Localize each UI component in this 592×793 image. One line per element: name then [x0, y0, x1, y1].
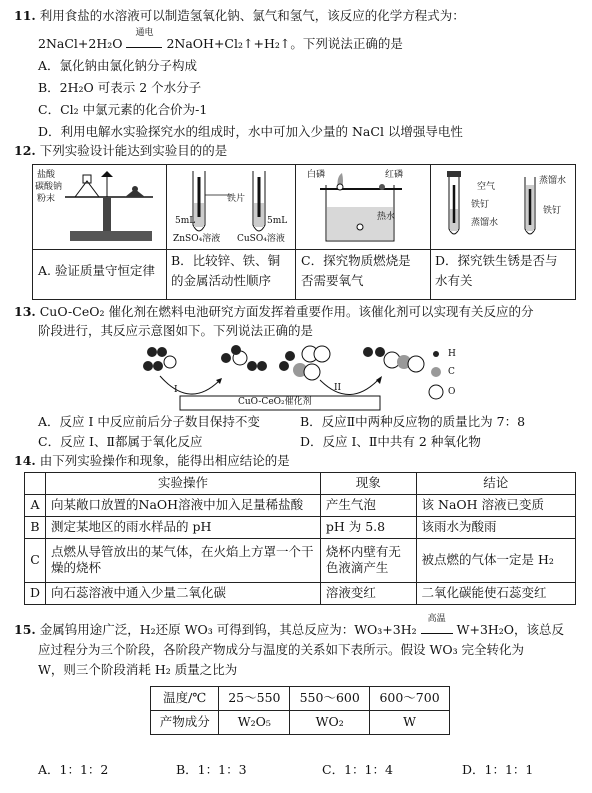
q13-step2-label: II: [334, 383, 342, 393]
q14-row-c-phenomenon: 烧杯内壁有无色液滴产生: [320, 538, 416, 582]
q12-stem: [14, 143, 227, 160]
q12-fig-b-metal: 铁片: [227, 194, 246, 204]
q12-fig-c-red-phosphorus: 红磷: [385, 170, 404, 180]
q14-header-row: [25, 473, 576, 495]
q15-table: [150, 686, 450, 735]
q12-caption-c-line2: 否需要氧气: [301, 273, 364, 288]
q15-product1: W₂O₅: [219, 711, 290, 735]
q11-eq-line: [126, 47, 162, 48]
q12-caption-d-line1: D．探究铁生锈是否与: [435, 253, 558, 268]
q15-option-d: D．1：1：1: [462, 762, 534, 777]
q11-eq-condition: 通电: [135, 28, 154, 38]
q11-eq-tail: 。下列说法正确的是: [290, 36, 403, 51]
q14-row-a-phenomenon: 产生气泡: [320, 494, 416, 516]
q11-stem: [14, 8, 465, 25]
q11-eq-left: 2NaCl+2H₂O: [38, 36, 123, 51]
q12-fig-d-nail2: 铁钉: [543, 206, 562, 216]
q13-stem-line2: 阶段进行，其反应示意图如下。下列说法正确的是: [38, 323, 314, 338]
q15-header-range3: 600～700: [370, 687, 450, 711]
q13-step1-label: I: [174, 385, 178, 395]
q15-product2: WO₂: [290, 711, 370, 735]
q13-catalyst-label: CuO-CeO₂催化剂: [238, 397, 312, 407]
q11-option-c: C．Cl₂ 中氯元素的化合价为-1: [38, 102, 208, 117]
q12-caption-d-line2: 水有关: [435, 273, 473, 288]
q12-caption-b-line1: B．比较锌、铁、铜: [171, 253, 281, 268]
q11-equation: [38, 28, 403, 53]
q15-number: 15.: [14, 622, 36, 637]
q12-number: 12.: [14, 143, 36, 158]
q11-stem-text: 利用食盐的水溶液可以制造氢氧化钠、氯气和氢气，该反应的化学方程式为：: [39, 8, 465, 23]
q15-eq-condition: 高温: [427, 614, 446, 624]
q12-fig-b-solution1: ZnSO₄溶液: [173, 234, 221, 244]
q14-header-phenomenon: 现象: [320, 473, 416, 495]
q13-stem-text1: CuO-CeO₂ 催化剂在燃料电池研究方面发挥着重要作用。该催化剂可以实现有关反应的分: [39, 304, 534, 319]
q15-row-label: 产物成分: [151, 711, 219, 735]
q12-fig-c-white-phosphorus: 白磷: [307, 170, 326, 180]
q12-caption-c-line1: C．探究物质燃烧是: [301, 253, 411, 268]
q13-legend-c: C: [448, 367, 455, 377]
q13-number: 13.: [14, 304, 36, 319]
q11-option-b: B．2H₂O 可表示 2 个水分子: [38, 80, 202, 95]
q15-option-a: A．1：1：2: [38, 762, 109, 777]
q14-number: 14.: [14, 453, 36, 468]
q15-line1a: 金属钨用途广泛，H₂还原 WO₃ 可得到钨，其总反应为：WO₃+3H₂: [39, 622, 417, 637]
q14-row-b-conclusion: 该雨水为酸雨: [416, 516, 575, 538]
table-row: [25, 494, 576, 516]
q14-row-b-phenomenon: pH 为 5.8: [320, 516, 416, 538]
q12-caption-b-line2: 的金属活动性顺序: [171, 273, 272, 288]
q14-header-conclusion: 结论: [416, 473, 575, 495]
q15-line1b: W+3H₂O，该总反: [456, 622, 565, 637]
table-row: [25, 582, 576, 604]
q14-row-c-operation: 点燃从导管放出的某气体，在火焰上方罩一个干燥的烧杯: [46, 538, 321, 582]
q14-row-d-phenomenon: 溶液变红: [320, 582, 416, 604]
q15-line1: [14, 614, 565, 639]
q15-header-temp: 温度/℃: [151, 687, 219, 711]
q12-fig-b-volume1: 5mL: [175, 216, 196, 226]
q14-row-a-conclusion: 该 NaOH 溶液已变质: [416, 494, 575, 516]
table-row: [151, 711, 450, 735]
q13-option-a: A．反应 I 中反应前后分子数目保持不变: [38, 414, 260, 429]
q15-line3: W，则三个阶段消耗 H₂ 质量之比为: [38, 662, 238, 677]
q14-row-c-label: C: [25, 538, 46, 582]
q11-eq-right: 2NaOH+Cl₂↑+H₂↑: [166, 36, 291, 51]
q13-option-b: B．反应Ⅱ中两种反应物的质量比为 7：8: [300, 414, 526, 429]
q11-option-d: D．利用电解水实验探究水的组成时，水中可加入少量的 NaCl 以增强导电性: [38, 124, 463, 139]
q12-fig-d-distilled2: 蒸馏水: [539, 176, 567, 186]
q12-fig-b-volume2: 5mL: [267, 216, 288, 226]
q11-option-a: A．氯化钠由氯化钠分子构成: [38, 58, 198, 73]
q14-header-blank: [25, 473, 46, 495]
q12-fig-d-air: 空气: [477, 182, 496, 192]
q12-fig-a-label2: 碳酸钠: [35, 182, 63, 192]
q15-option-b: B．1：1：3: [176, 762, 247, 777]
q14-row-d-label: D: [25, 582, 46, 604]
q13-legend-h: H: [448, 349, 456, 359]
q15-header-range1: 25～550: [219, 687, 290, 711]
table-row: [25, 538, 576, 582]
q15-line2: 应过程分为三个阶段，各阶段产物成分与温度的关系如下表所示。假设 WO₃ 完全转化为: [38, 642, 525, 657]
q14-row-a-label: A: [25, 494, 46, 516]
q15-eq-arrow: [421, 614, 453, 634]
q15-option-c: C．1：1：4: [322, 762, 393, 777]
q13-legend-o: O: [448, 387, 456, 397]
q12-figure-table: [32, 164, 576, 300]
q11-eq-arrow: [126, 28, 162, 48]
q14-row-c-conclusion: 被点燃的气体一定是 H₂: [416, 538, 575, 582]
q13-option-c: C．反应 I、Ⅱ都属于氧化反应: [38, 434, 203, 449]
q14-header-operation: 实验操作: [46, 473, 321, 495]
q15-product3: W: [370, 711, 450, 735]
q11-number: 11.: [14, 8, 36, 23]
q13-option-d: D．反应 I、Ⅱ中共有 2 种氧化物: [300, 434, 481, 449]
q12-stem-text: 下列实验设计能达到实验目的的是: [39, 143, 228, 158]
q12-fig-a-label3: 粉末: [37, 194, 56, 204]
q12-fig-d-distilled1: 蒸馏水: [471, 218, 499, 228]
q14-table: [24, 472, 576, 605]
q12-fig-a-label1: 盐酸: [37, 170, 56, 180]
q13-stem-line1: [14, 304, 533, 321]
q15-header-range2: 550～600: [290, 687, 370, 711]
q14-stem-text: 由下列实验操作和现象，能得出相应结论的是: [39, 453, 290, 468]
q15-eq-line: [421, 633, 453, 634]
q14-row-b-label: B: [25, 516, 46, 538]
table-row: [25, 516, 576, 538]
q14-row-d-conclusion: 二氧化碳能使石蕊变红: [416, 582, 575, 604]
q12-fig-c-hot-water: 热水: [377, 212, 396, 222]
q12-caption-a: A. 验证质量守恒定律: [38, 263, 155, 278]
table-row: [151, 687, 450, 711]
q12-fig-b-solution2: CuSO₄溶液: [237, 234, 285, 244]
q14-row-d-operation: 向石蕊溶液中通入少量二氧化碳: [46, 582, 321, 604]
q12-fig-d-nail1: 铁钉: [471, 200, 490, 210]
q14-row-b-operation: 测定某地区的雨水样品的 pH: [46, 516, 321, 538]
q14-row-a-operation: 向某敞口放置的NaOH溶液中加入足量稀盐酸: [46, 494, 321, 516]
q14-stem: [14, 453, 290, 470]
